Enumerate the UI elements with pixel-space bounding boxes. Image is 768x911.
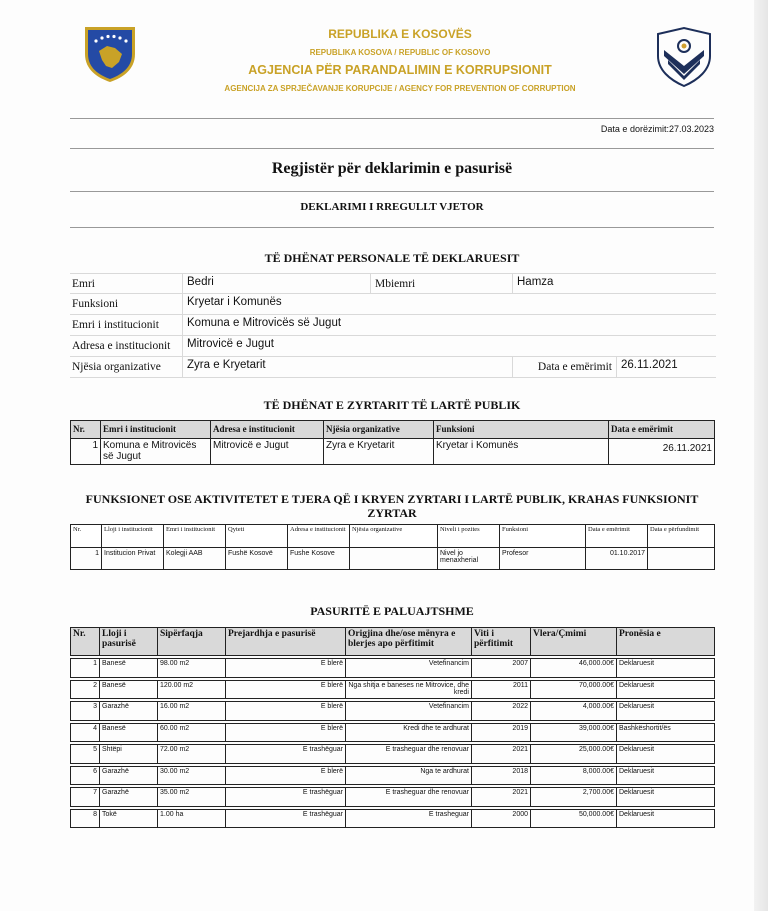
- official-table: [70, 420, 715, 465]
- table-row: [71, 659, 715, 678]
- address-row: [70, 336, 716, 357]
- title-rule-top: [70, 148, 714, 149]
- personal-section-title: TË DHËNAT PERSONALE TË DEKLARUESIT: [264, 251, 520, 265]
- table-row: [71, 809, 715, 828]
- cell-address: Fushe Kosove: [288, 548, 350, 570]
- institution-value: Komuna e Mitrovicës së Jugut: [182, 315, 716, 335]
- agency-title: AGJENCIA PËR PARANDALIMIN E KORRUPSIONIT: [248, 63, 552, 77]
- cell-acquisition: E trasheguar: [346, 809, 472, 828]
- cell-value: 2,700.00€: [531, 788, 617, 807]
- cell-value: 8,000.00€: [531, 766, 617, 785]
- cell-nr: 6: [71, 766, 100, 785]
- col-value: Vlera/Çmimi: [531, 628, 617, 656]
- cell-area: 35.00 m2: [158, 788, 226, 807]
- letterhead: [70, 16, 720, 116]
- cell-year: 2021: [472, 788, 531, 807]
- col-origin: Prejardhja e pasurisë: [226, 628, 346, 656]
- col-address: Adresa e institucionit: [288, 525, 350, 548]
- cell-nr: 4: [71, 723, 100, 742]
- assets-section-title: PASURITË E PALUAJTSHME: [310, 604, 474, 618]
- col-nr: Nr.: [71, 525, 102, 548]
- cell-value: 39,000.00€: [531, 723, 617, 742]
- col-function: Funksioni: [500, 525, 586, 548]
- col-institution-type: Lloji i institucionit: [102, 525, 164, 548]
- cell-area: 1.00 ha: [158, 809, 226, 828]
- appointed-value: 26.11.2021: [616, 357, 716, 377]
- surname-value: Hamza: [512, 274, 716, 293]
- cell-ownership: Deklaruesit: [617, 766, 715, 785]
- cell-nr: 3: [71, 702, 100, 721]
- cell-institution-type: Institucion Privat: [102, 548, 164, 570]
- agency-subtitle: AGENCIJA ZA SPRJEČAVANJE KORUPCIJE / AGENCY FOR PREVENTION OF CORRUPTION: [224, 84, 576, 93]
- cell-nr: 5: [71, 745, 100, 764]
- submission-date: Data e dorëzimit:27.03.2023: [600, 124, 714, 134]
- unit-label: Njësia organizative: [72, 361, 161, 373]
- table-row: [71, 723, 715, 742]
- cell-acquisition: Vetefinancim: [346, 702, 472, 721]
- col-unit: Njësia organizative: [350, 525, 438, 548]
- personal-data-grid: [70, 273, 716, 378]
- col-end: Data e përfundimit: [648, 525, 715, 548]
- cell-origin: E blerë: [226, 766, 346, 785]
- col-area: Sipërfaqja: [158, 628, 226, 656]
- agency-logo-icon: [652, 26, 716, 88]
- table-row: [71, 548, 715, 570]
- institution-label: Emri i institucionit: [72, 319, 159, 331]
- cell-year: 2011: [472, 680, 531, 699]
- cell-origin: E blerë: [226, 680, 346, 699]
- cell-nr: 1: [71, 659, 100, 678]
- other-functions-section-title: FUNKSIONET OSE AKTIVITETET E TJERA QË I KRYEN ZYRTARI I LARTË PUBLIK, KRAHAS FUNKSIONIT ZYRTAR: [85, 492, 699, 520]
- cell-value: 50,000.00€: [531, 809, 617, 828]
- cell-area: 30.00 m2: [158, 766, 226, 785]
- official-header-row: [71, 421, 715, 439]
- cell-acquisition: Kredi dhe te ardhurat: [346, 723, 472, 742]
- col-institution: Emri i institucionit: [101, 421, 211, 439]
- cell-origin: E trashëguar: [226, 809, 346, 828]
- cell-end: [648, 548, 715, 570]
- cell-area: 72.00 m2: [158, 745, 226, 764]
- cell-acquisition: E trasheguar dhe renovuar: [346, 788, 472, 807]
- other-functions-header-row: [71, 525, 715, 548]
- table-row: [71, 745, 715, 764]
- cell-ownership: Deklaruesit: [617, 809, 715, 828]
- col-address: Adresa e institucionit: [211, 421, 324, 439]
- cell-type: Banesë: [100, 723, 158, 742]
- col-ownership: Pronësia e: [617, 628, 715, 656]
- address-label: Adresa e institucionit: [72, 340, 171, 352]
- subtitle-rule: [70, 227, 714, 228]
- assets-body: [71, 656, 715, 828]
- cell-type: Banesë: [100, 680, 158, 699]
- name-label: Emri: [72, 278, 95, 290]
- document-title: Regjistër për deklarimin e pasurisë: [271, 160, 513, 177]
- col-acquisition: Origjina dhe/ose mënyra e blerjes apo përfitimit: [346, 628, 472, 656]
- header-rule: [70, 118, 714, 119]
- cell-origin: E trashëguar: [226, 745, 346, 764]
- cell-start: 01.10.2017: [586, 548, 648, 570]
- name-value: Bedri: [182, 274, 370, 293]
- cell-nr: 1: [71, 439, 101, 465]
- cell-unit: [350, 548, 438, 570]
- function-label: Funksioni: [72, 298, 119, 310]
- cell-nr: 2: [71, 680, 100, 699]
- name-row: [70, 273, 716, 294]
- cell-year: 2018: [472, 766, 531, 785]
- cell-origin: E blerë: [226, 723, 346, 742]
- republic-title: REPUBLIKA E KOSOVËS: [328, 27, 472, 41]
- unit-value: Zyra e Kryetarit: [182, 357, 512, 377]
- page-edge: [754, 0, 768, 911]
- cell-acquisition: Nga shitja e baneses ne Mitrovice, dhe kredi: [346, 680, 472, 699]
- cell-nr: 1: [71, 548, 102, 570]
- cell-value: 70,000.00€: [531, 680, 617, 699]
- cell-nr: 8: [71, 809, 100, 828]
- cell-acquisition: E trasheguar dhe renovuar: [346, 745, 472, 764]
- cell-value: 46,000.00€: [531, 659, 617, 678]
- table-row: [71, 680, 715, 699]
- cell-type: Tokë: [100, 809, 158, 828]
- unit-row: [70, 357, 716, 378]
- cell-type: Garazhë: [100, 788, 158, 807]
- cell-year: 2022: [472, 702, 531, 721]
- cell-type: Garazhë: [100, 702, 158, 721]
- cell-year: 2000: [472, 809, 531, 828]
- cell-level: Nivel jo menaxherial: [438, 548, 500, 570]
- cell-area: 120.00 m2: [158, 680, 226, 699]
- col-start: Data e emërimit: [586, 525, 648, 548]
- function-value: Kryetar i Komunës: [182, 294, 716, 314]
- cell-ownership: Deklaruesit: [617, 659, 715, 678]
- cell-institution-name: Kolegji AAB: [164, 548, 226, 570]
- kosovo-crest-icon: [82, 24, 138, 84]
- republic-subtitle: REPUBLIKA KOSOVA / REPUBLIC OF KOSOVO: [309, 48, 491, 57]
- cell-type: Banesë: [100, 659, 158, 678]
- cell-ownership: Deklaruesit: [617, 788, 715, 807]
- cell-ownership: Deklaruesit: [617, 745, 715, 764]
- official-section-title: TË DHËNAT E ZYRTARIT TË LARTË PUBLIK: [263, 398, 521, 412]
- cell-ownership: Deklaruesit: [617, 702, 715, 721]
- cell-year: 2021: [472, 745, 531, 764]
- col-function: Funksioni: [434, 421, 609, 439]
- cell-year: 2019: [472, 723, 531, 742]
- function-row: [70, 294, 716, 315]
- other-functions-table: [70, 524, 715, 570]
- cell-appointed: 26.11.2021: [609, 439, 715, 465]
- title-rule-bottom: [70, 191, 714, 192]
- cell-acquisition: Vetefinancim: [346, 659, 472, 678]
- cell-value: 25,000.00€: [531, 745, 617, 764]
- assets-header-row: [71, 628, 715, 656]
- appointed-label: Data e emërimit: [512, 357, 616, 377]
- table-row: [71, 788, 715, 807]
- cell-ownership: Deklaruesit: [617, 680, 715, 699]
- cell-unit: Zyra e Kryetarit: [324, 439, 434, 465]
- table-row: [71, 439, 715, 465]
- surname-label: Mbiemri: [370, 274, 512, 293]
- cell-type: Garazhë: [100, 766, 158, 785]
- institution-row: [70, 315, 716, 336]
- cell-area: 60.00 m2: [158, 723, 226, 742]
- table-row: [71, 766, 715, 785]
- cell-institution: Komuna e Mitrovicës së Jugut: [101, 439, 211, 465]
- cell-origin: E blerë: [226, 659, 346, 678]
- table-row: [71, 702, 715, 721]
- cell-function: Kryetar i Komunës: [434, 439, 609, 465]
- col-appointed: Data e emërimit: [609, 421, 715, 439]
- col-nr: Nr.: [71, 421, 101, 439]
- col-institution-name: Emri i institucionit: [164, 525, 226, 548]
- cell-year: 2007: [472, 659, 531, 678]
- address-value: Mitrovicë e Jugut: [182, 336, 716, 356]
- col-city: Qyteti: [226, 525, 288, 548]
- cell-address: Mitrovicë e Jugut: [211, 439, 324, 465]
- col-year: Viti i përfitimit: [472, 628, 531, 656]
- cell-city: Fushë Kosovë: [226, 548, 288, 570]
- cell-origin: E blerë: [226, 702, 346, 721]
- cell-value: 4,000.00€: [531, 702, 617, 721]
- col-level: Niveli i pozites: [438, 525, 500, 548]
- cell-function: Profesor: [500, 548, 586, 570]
- cell-origin: E trashëguar: [226, 788, 346, 807]
- cell-ownership: Bashkëshortit/ës: [617, 723, 715, 742]
- cell-area: 98.00 m2: [158, 659, 226, 678]
- col-unit: Njësia organizative: [324, 421, 434, 439]
- cell-nr: 7: [71, 788, 100, 807]
- col-nr: Nr.: [71, 628, 100, 656]
- letterhead-text: [170, 26, 630, 96]
- assets-table: [70, 627, 715, 828]
- declaration-type: DEKLARIMI I RREGULLT VJETOR: [300, 201, 484, 213]
- cell-area: 16.00 m2: [158, 702, 226, 721]
- col-type: Lloji i pasurisë: [100, 628, 158, 656]
- cell-acquisition: Nga te ardhurat: [346, 766, 472, 785]
- cell-type: Shtëpi: [100, 745, 158, 764]
